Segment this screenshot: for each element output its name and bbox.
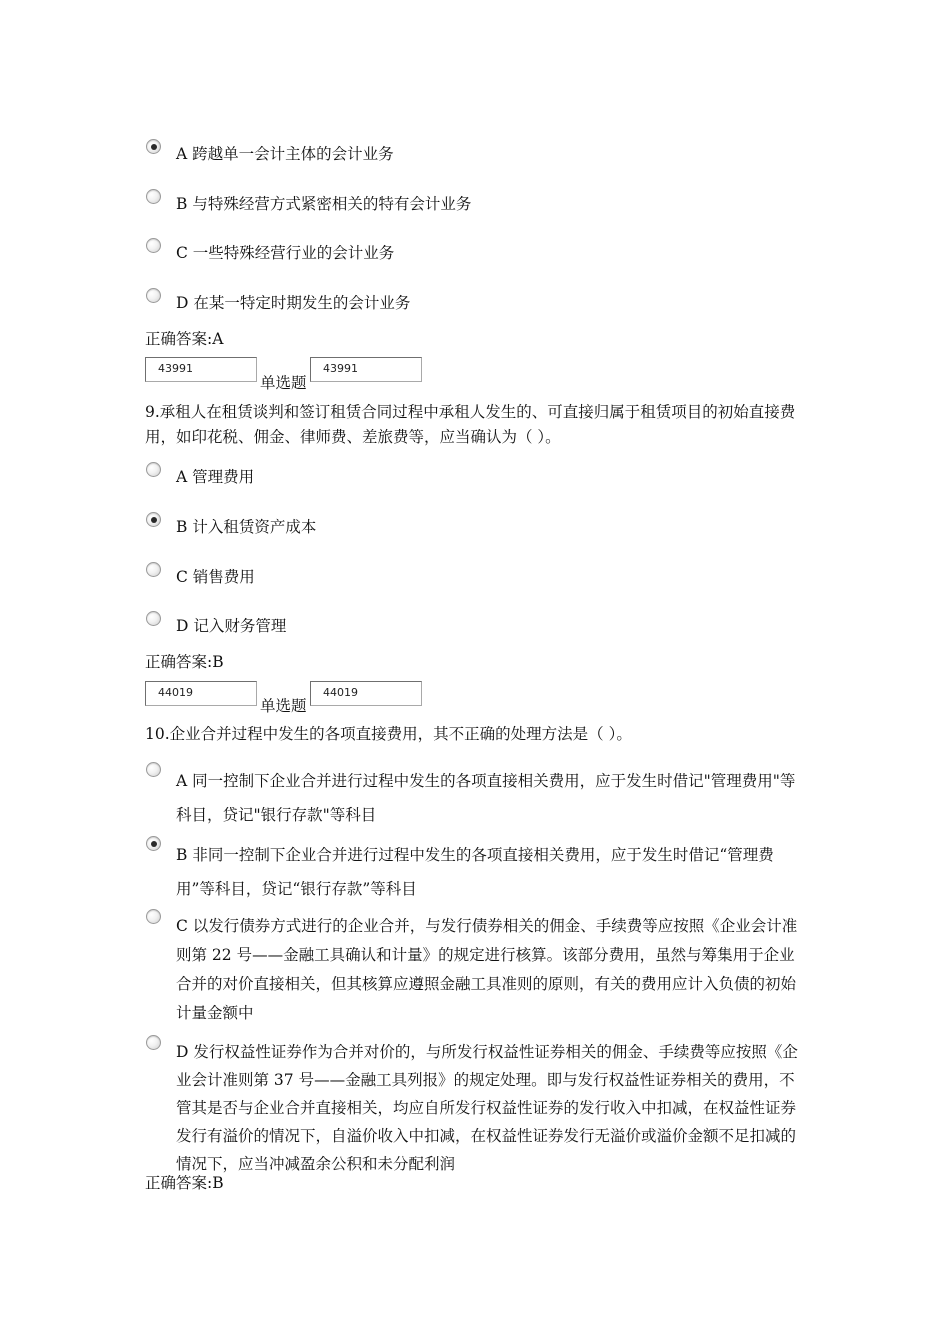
q10-option-c-label: C 以发行债券方式进行的企业合并，与发行债券相关的佣金、手续费等应按照《企业会计准则第 22 号——金融工具确认和计量》的规定进行核算。该部分费用，虽然与筹集用于企业合并的对价直接相关，但其核算应遵照金融工具准则的原则，有关的费用应计入负债的初始计量金额中 (176, 917, 798, 1022)
q9-option-a-label: A 管理费用 (176, 468, 255, 486)
q8-option-d-radio[interactable] (146, 288, 161, 303)
q8-option-a-label: A 跨越单一会计主体的会计业务 (176, 145, 394, 163)
q8-id-field[interactable]: 43991 (145, 357, 257, 382)
q8-option-b-label: B 与特殊经营方式紧密相关的特有会计业务 (176, 195, 472, 213)
q9-option-a-radio[interactable] (146, 462, 161, 477)
q8-question-type: 单选题 (260, 374, 307, 392)
q8-option-c-label: C 一些特殊经营行业的会计业务 (176, 244, 395, 262)
q10-correct-answer: 正确答案:B (145, 1174, 224, 1192)
q8-option-b-radio[interactable] (146, 189, 161, 204)
q8-id-field-2[interactable]: 43991 (310, 357, 422, 382)
q8-correct-answer: 正确答案:A (145, 330, 224, 348)
q9-question-type: 单选题 (260, 697, 307, 715)
q9-id-field-2[interactable]: 44019 (310, 681, 422, 706)
q9-option-c-label: C 销售费用 (176, 568, 255, 586)
q9-option-b-radio[interactable] (146, 512, 161, 527)
q9-correct-answer: 正确答案:B (145, 653, 224, 671)
q8-option-a-radio[interactable] (146, 139, 161, 154)
q8-option-d-label: D 在某一特定时期发生的会计业务 (176, 294, 411, 312)
q9-option-b-label: B 计入租赁资产成本 (176, 518, 317, 536)
q9-id-field[interactable]: 44019 (145, 681, 257, 706)
q10-question: 10.企业合并过程中发生的各项直接费用，其不正确的处理方法是（ ）。 (145, 725, 632, 743)
q8-option-c-radio[interactable] (146, 238, 161, 253)
q9-option-d-radio[interactable] (146, 611, 161, 626)
q9-option-c-radio[interactable] (146, 562, 161, 577)
q10-option-b-label: B 非同一控制下企业合并进行过程中发生的各项直接相关费用，应于发生时借记“管理费用”等科目，贷记“银行存款”等科目 (176, 846, 774, 898)
q9-question: 9.承租人在租赁谈判和签订租赁合同过程中承租人发生的、可直接归属于租赁项目的初始直接费用，如印花税、佣金、律师费、差旅费等，应当确认为（ ）。 (145, 403, 796, 446)
q9-option-d-label: D 记入财务管理 (176, 617, 287, 635)
q10-option-a-label: A 同一控制下企业合并进行过程中发生的各项直接相关费用，应于发生时借记"管理费用"等科目，贷记"银行存款"等科目 (176, 772, 796, 824)
q10-option-d-label: D 发行权益性证券作为合并对价的，与所发行权益性证券相关的佣金、手续费等应按照《企业会计准则第 37 号——金融工具列报》的规定处理。即与发行权益性证券相关的费用，不管其是否与企业合并直接相关，均应自所发行权益性证券的发行收入中扣减，在权益性证券发行有溢价的情况下，自溢价收入中扣减，在权益性证券发行无溢价或溢价金额不足扣减的情况下，应当冲减盈余公积和未分配利润 (176, 1043, 798, 1173)
